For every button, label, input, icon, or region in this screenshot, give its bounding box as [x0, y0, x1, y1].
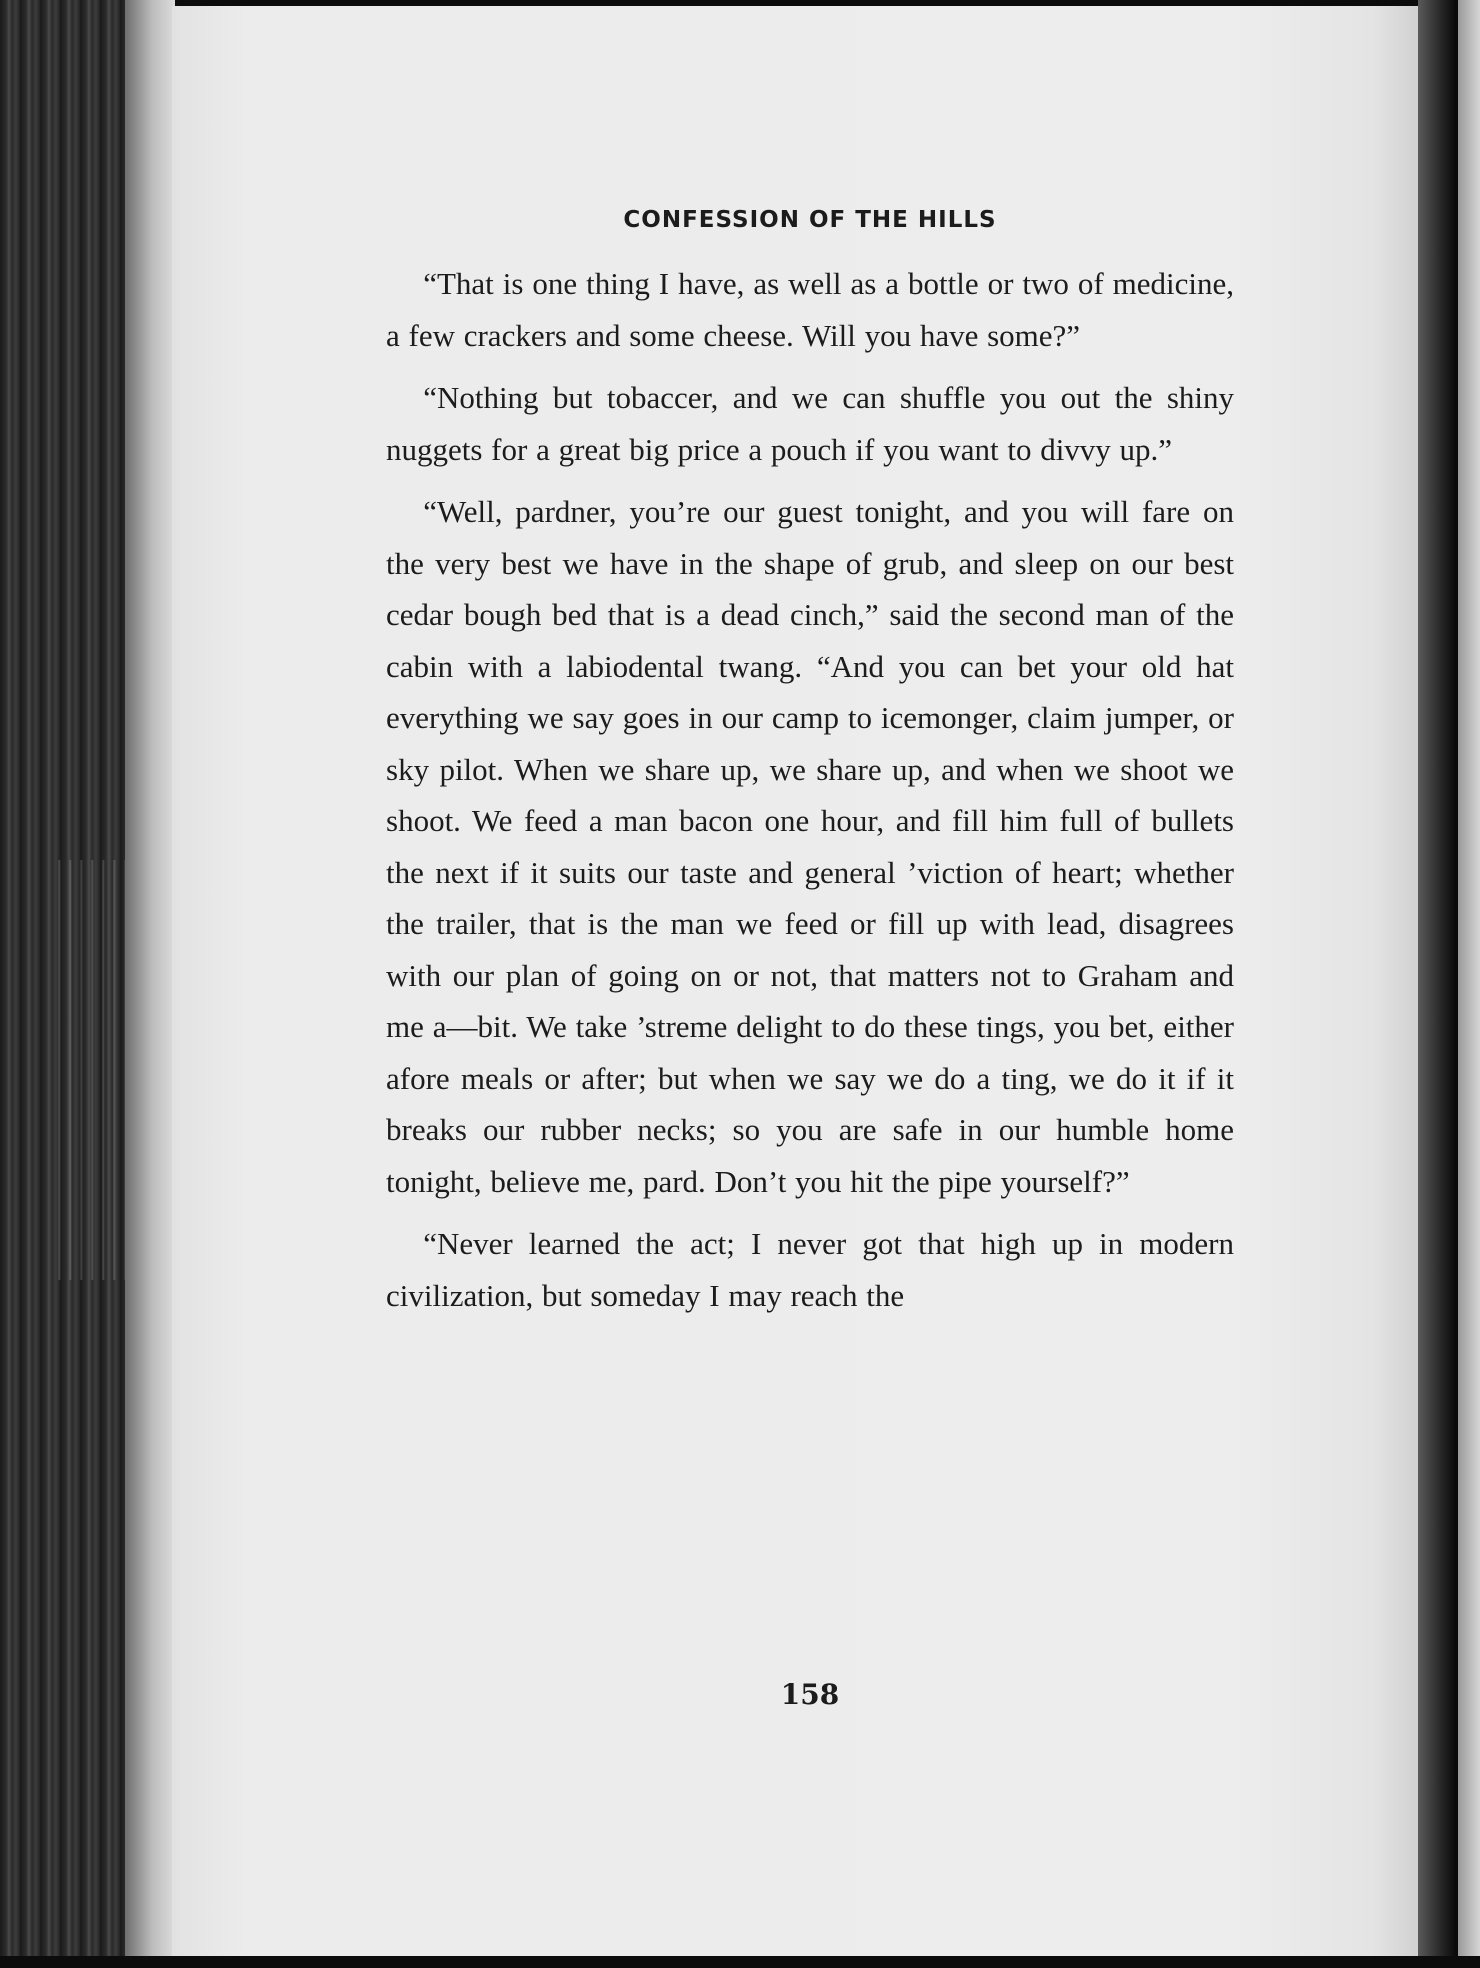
- page-edge-marks: [50, 860, 140, 1280]
- paragraph-1: “That is one thing I have, as well as a bottle or two of medicine, a few crackers and some cheese. Will you have some?”: [386, 266, 1234, 353]
- paragraph-4: “Never learned the act; I never got that high up in modern civilization, but someday I may reach the: [386, 1226, 1234, 1313]
- stacked-page-edges: [0, 0, 175, 1968]
- bottom-border: [0, 1956, 1480, 1968]
- running-head: CONFESSION OF THE HILLS: [623, 207, 997, 233]
- right-gutter-edge: [1418, 0, 1480, 1968]
- paragraph-2: “Nothing but tobaccer, and we can shuffle you out the shiny nuggets for a great big price a pouch if you want to divvy up.”: [386, 380, 1234, 467]
- paragraph-3: “Well, pardner, you’re our guest tonight, and you will fare on the very best we have in the shape of grub, and sleep on our best cedar bough bed that is a dead cinch,” said the second man of the cabin with a labiodental twang. “And you can bet your old hat everything we say goes in our camp to icemonger, claim jumper, or sky pilot. When we share up, we share up, and when we shoot we shoot. We feed a man bacon one hour, and fill him full of bullets the next if it suits our taste and general ’viction of heart; whether the trailer, that is the man we feed or fill up with lead, disagrees with our plan of going on or not, that matters not to Graham and me a—bit. We take ’streme delight to do these tings, you bet, either afore meals or after; but when we say we do a ting, we do it if it breaks our rubber necks; so you are safe in our humble home tonight, believe me, pard. Don’t you hit the pipe yourself?”: [386, 494, 1234, 1199]
- page-text-block: [386, 196, 1234, 1332]
- page-number: 158: [780, 1678, 840, 1711]
